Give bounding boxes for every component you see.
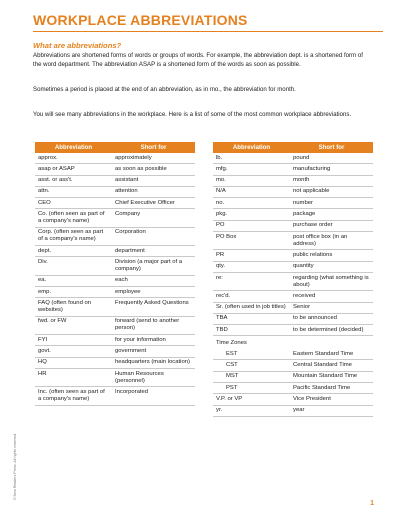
abbreviation-cell: V.P. or VP: [213, 394, 290, 405]
abbreviation-cell: CEO: [35, 198, 112, 209]
meaning-cell: number: [290, 198, 373, 209]
meaning-cell: Company: [112, 209, 195, 227]
table-row: [213, 371, 373, 382]
meaning-cell: Mountain Standard Time: [290, 371, 373, 382]
meaning-cell: attention: [112, 186, 195, 197]
meaning-cell: to be announced: [290, 313, 373, 324]
table-row: [213, 220, 373, 231]
table-row: [213, 360, 373, 371]
meaning-cell: Pacific Standard Time: [290, 382, 373, 393]
meaning-cell: Frequently Asked Questions: [112, 298, 195, 316]
abbreviation-cell: N/A: [213, 186, 290, 197]
meaning-cell: employee: [112, 287, 195, 298]
table-row: [35, 227, 195, 245]
intro-paragraph-text: Abbreviations are shortened forms of words or groups of words. For example, the abbreviation dept. is a shortened form of the word department. The abbreviation ASAP is a shortened form of the words as soon as possible.: [33, 52, 363, 68]
table-row: [213, 186, 373, 197]
meaning-cell: Senior: [290, 302, 373, 313]
abbreviation-cell: mfg.: [213, 164, 290, 175]
abbreviation-cell: re:: [213, 272, 290, 290]
time-zones-label: Time Zones: [216, 340, 247, 347]
abbreviation-cell: PO: [213, 220, 290, 231]
abbreviation-cell: no.: [213, 198, 290, 209]
abbreviation-cell: rec'd.: [213, 291, 290, 302]
table-row: [213, 175, 373, 186]
table-row: [213, 209, 373, 220]
table-row: [213, 382, 373, 393]
meaning-cell: each: [112, 275, 195, 286]
meaning-cell: to be determined (decided): [290, 325, 373, 336]
table-row: [35, 164, 195, 175]
abbreviation-cell: lb.: [213, 153, 290, 164]
abbreviation-cell: PR: [213, 250, 290, 261]
meaning-cell: not applicable: [290, 186, 373, 197]
abbreviation-cell: attn.: [35, 186, 112, 197]
meaning-cell: Central Standard Time: [290, 360, 373, 371]
table-row: [35, 357, 195, 368]
table-row: [35, 257, 195, 275]
table-row: [35, 153, 195, 164]
meaning-cell: Incorporated: [112, 387, 195, 405]
meaning-cell: Division (a major part of a company): [112, 257, 195, 275]
meaning-cell: for your information: [112, 335, 195, 346]
meaning-cell: pound: [290, 153, 373, 164]
abbreviation-cell: emp.: [35, 287, 112, 298]
abbreviation-cell: TBD: [213, 325, 290, 336]
short-for-column-header: Short for: [112, 142, 195, 153]
abbreviation-cell: ea.: [35, 275, 112, 286]
meaning-cell: Chief Executive Officer: [112, 198, 195, 209]
abbreviation-cell: qty.: [213, 261, 290, 272]
table-row: [213, 164, 373, 175]
list-intro-paragraph-text: You will see many abbreviations in the workplace. Here is a list of some of the most common workplace abbreviations.: [33, 111, 352, 118]
meaning-cell: received: [290, 291, 373, 302]
table-row: [35, 287, 195, 298]
table-row: [213, 198, 373, 209]
table-row: [35, 298, 195, 316]
table-row: [35, 175, 195, 186]
table-row: [35, 316, 195, 334]
time-zones-label-row: [213, 336, 373, 349]
abbreviation-cell: asst. or ass't.: [35, 175, 112, 186]
table-row: [213, 394, 373, 405]
copyright-notice: © New Readers Press. All rights reserved.: [13, 432, 17, 500]
table-row: [35, 198, 195, 209]
meaning-cell: public relations: [290, 250, 373, 261]
table-row: [35, 387, 195, 405]
table-row: [213, 302, 373, 313]
table-row: [213, 261, 373, 272]
table-row: [213, 405, 373, 416]
table-row: [213, 313, 373, 324]
abbreviation-cell: asap or ASAP: [35, 164, 112, 175]
meaning-cell: approximately: [112, 153, 195, 164]
table-row: [35, 346, 195, 357]
abbreviation-cell: HQ: [35, 357, 112, 368]
abbreviation-cell: FYI: [35, 335, 112, 346]
abbreviation-column-header: Abbreviation: [35, 142, 112, 153]
meaning-cell: Human Resources (personnel): [112, 368, 195, 386]
meaning-cell: year: [290, 405, 373, 416]
list-intro-paragraph: [33, 111, 373, 120]
abbreviation-cell: Corp. (often seen as part of a company's name): [35, 227, 112, 245]
meaning-cell: post office box (in an address): [290, 231, 373, 249]
table-row: [35, 246, 195, 257]
table-row: [213, 272, 373, 290]
meaning-cell: quantity: [290, 261, 373, 272]
table-row: [213, 291, 373, 302]
abbreviation-cell: Inc. (often seen as part of a company's name): [35, 387, 112, 405]
abbreviations-table-right: [213, 142, 373, 417]
abbreviation-column-header: Abbreviation: [213, 142, 290, 153]
table-header-row: [35, 142, 195, 153]
abbreviation-cell: approx.: [35, 153, 112, 164]
meaning-cell: regarding (what something is about): [290, 272, 373, 290]
meaning-cell: government: [112, 346, 195, 357]
meaning-cell: month: [290, 175, 373, 186]
section-subheading: What are abbreviations?: [33, 41, 122, 50]
abbreviation-cell: PO Box: [213, 231, 290, 249]
abbreviation-cell: TBA: [213, 313, 290, 324]
meaning-cell: Corporation: [112, 227, 195, 245]
table-row: [35, 186, 195, 197]
period-paragraph-text: Sometimes a period is placed at the end of an abbreviation, as in mo., the abbreviation for month.: [33, 86, 296, 93]
meaning-cell: Vice President: [290, 394, 373, 405]
left-table-body: [35, 153, 195, 405]
abbreviation-cell: MST: [213, 371, 290, 382]
table-row: [35, 209, 195, 227]
table-row: [35, 368, 195, 386]
page-title: WORKPLACE ABBREVIATIONS: [33, 12, 248, 28]
abbreviations-table-left: [35, 142, 195, 406]
meaning-cell: Eastern Standard Time: [290, 349, 373, 360]
intro-paragraph: [33, 52, 373, 70]
abbreviation-cell: HR: [35, 368, 112, 386]
period-paragraph: [33, 86, 373, 95]
abbreviation-cell: Div.: [35, 257, 112, 275]
table-row: [213, 231, 373, 249]
table-header-row: [213, 142, 373, 153]
meaning-cell: package: [290, 209, 373, 220]
table-row: [213, 153, 373, 164]
meaning-cell: department: [112, 246, 195, 257]
abbreviation-cell: pkg.: [213, 209, 290, 220]
meaning-cell: assistant: [112, 175, 195, 186]
abbreviation-cell: Co. (often seen as part of a company's name): [35, 209, 112, 227]
abbreviation-cell: dept.: [35, 246, 112, 257]
meaning-cell: headquarters (main location): [112, 357, 195, 368]
right-table-body: [213, 153, 373, 416]
meaning-cell: manufacturing: [290, 164, 373, 175]
meaning-cell: as soon as possible: [112, 164, 195, 175]
meaning-cell: forward (send to another person): [112, 316, 195, 334]
abbreviation-cell: Sr. (often used in job titles): [213, 302, 290, 313]
abbreviation-cell: yr.: [213, 405, 290, 416]
abbreviation-cell: CST: [213, 360, 290, 371]
page-number: 1: [370, 500, 374, 507]
abbreviation-cell: govt.: [35, 346, 112, 357]
short-for-column-header: Short for: [290, 142, 373, 153]
abbreviation-cell: FAQ (often found on websites): [35, 298, 112, 316]
table-row: [35, 275, 195, 286]
table-row: [213, 250, 373, 261]
abbreviation-cell: PST: [213, 382, 290, 393]
abbreviation-cell: fwd. or FW: [35, 316, 112, 334]
title-divider: [33, 31, 383, 32]
table-row: [213, 325, 373, 336]
meaning-cell: purchase order: [290, 220, 373, 231]
table-row: [35, 335, 195, 346]
abbreviation-cell: EST: [213, 349, 290, 360]
abbreviation-cell: mo.: [213, 175, 290, 186]
table-row: [213, 349, 373, 360]
